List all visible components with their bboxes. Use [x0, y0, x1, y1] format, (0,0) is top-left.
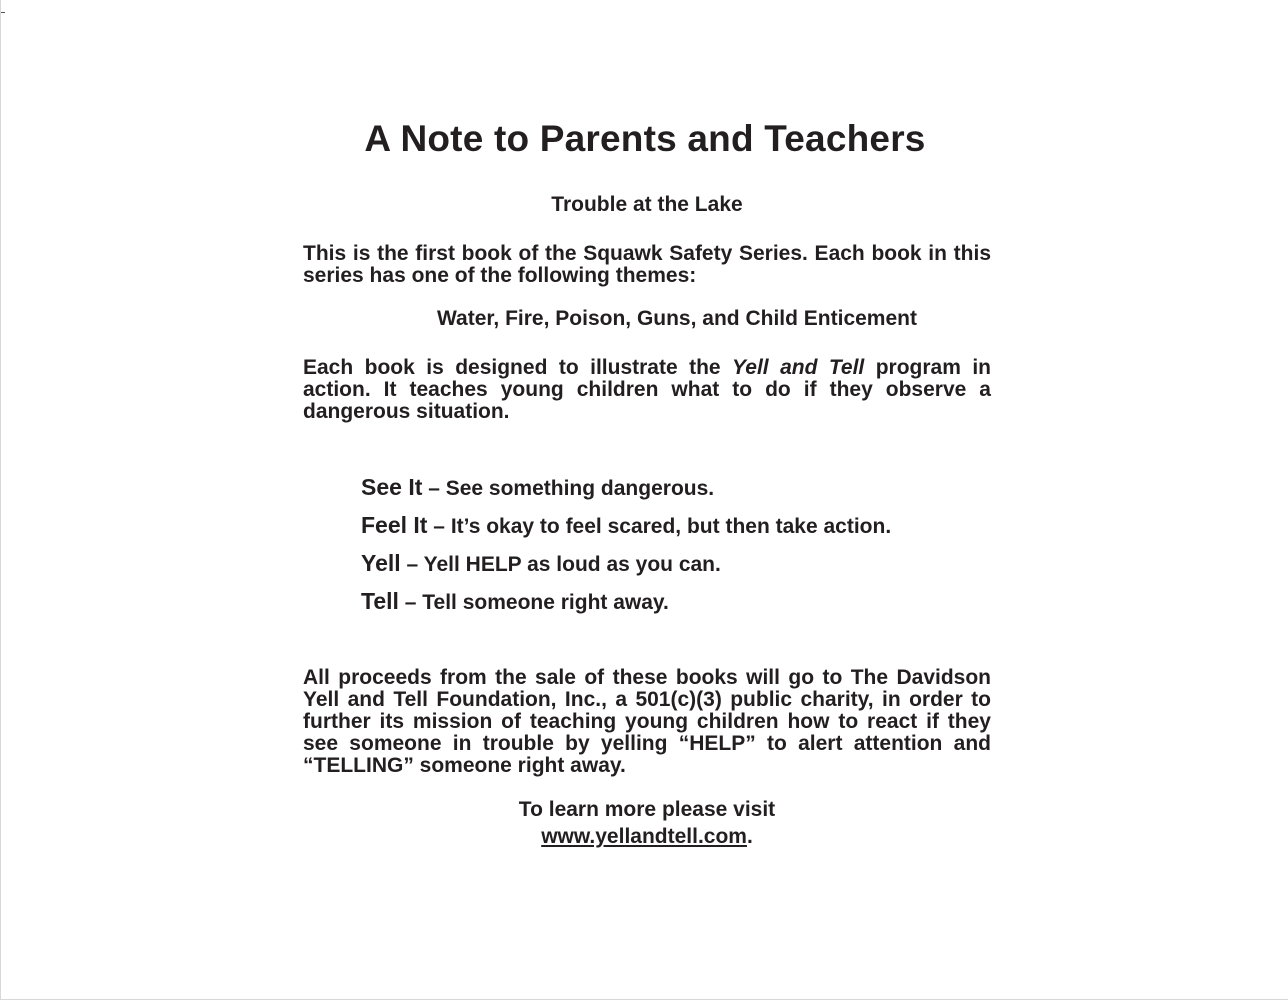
step-term: Tell [361, 588, 399, 614]
page-title: A Note to Parents and Teachers [364, 118, 926, 159]
step-see-it [361, 474, 1061, 512]
url-period: . [746, 825, 753, 848]
crop-mark [1, 12, 5, 13]
step-term: Feel It [361, 512, 428, 538]
visit-url-line [1, 823, 1288, 850]
visit-block [1, 796, 1288, 850]
visit-line: To learn more please visit [518, 798, 776, 821]
themes-list: Water, Fire, Poison, Guns, and Child Enticement [437, 307, 917, 330]
website-link[interactable]: www.yellandtell.com [541, 825, 747, 848]
step-feel-it [361, 512, 1061, 550]
step-description: – See something dangerous. [422, 477, 715, 500]
intro-paragraph: This is the first book of the Squawk Safety Series. Each book in this series has one of the following themes: [303, 242, 991, 287]
book-title: Trouble at the Lake [551, 193, 743, 216]
step-yell [361, 550, 1061, 588]
proceeds-paragraph: All proceeds from the sale of these books will go to The Davidson Yell and Tell Foundation, Inc., a 501(c)(3) public charity, in order to further its mission of teaching young children how to react if they see someone in trouble by yelling “HELP” to alert attention and “TELLING” someone right away. [303, 666, 991, 777]
step-term: Yell [361, 550, 401, 576]
program-text-after: program in action. It teaches young children what to do if they observe a dangerous situation. [303, 356, 991, 423]
steps-list [361, 474, 1061, 626]
step-term: See It [361, 474, 423, 500]
step-description: – It’s okay to feel scared, but then take action. [427, 515, 892, 538]
program-paragraph [303, 357, 991, 423]
step-tell [361, 588, 1061, 626]
program-text-before: Each book is designed to illustrate the [303, 356, 733, 379]
step-description: – Tell someone right away. [398, 591, 669, 614]
program-name: Yell and Tell [732, 356, 865, 379]
step-description: – Yell HELP as loud as you can. [400, 553, 721, 576]
